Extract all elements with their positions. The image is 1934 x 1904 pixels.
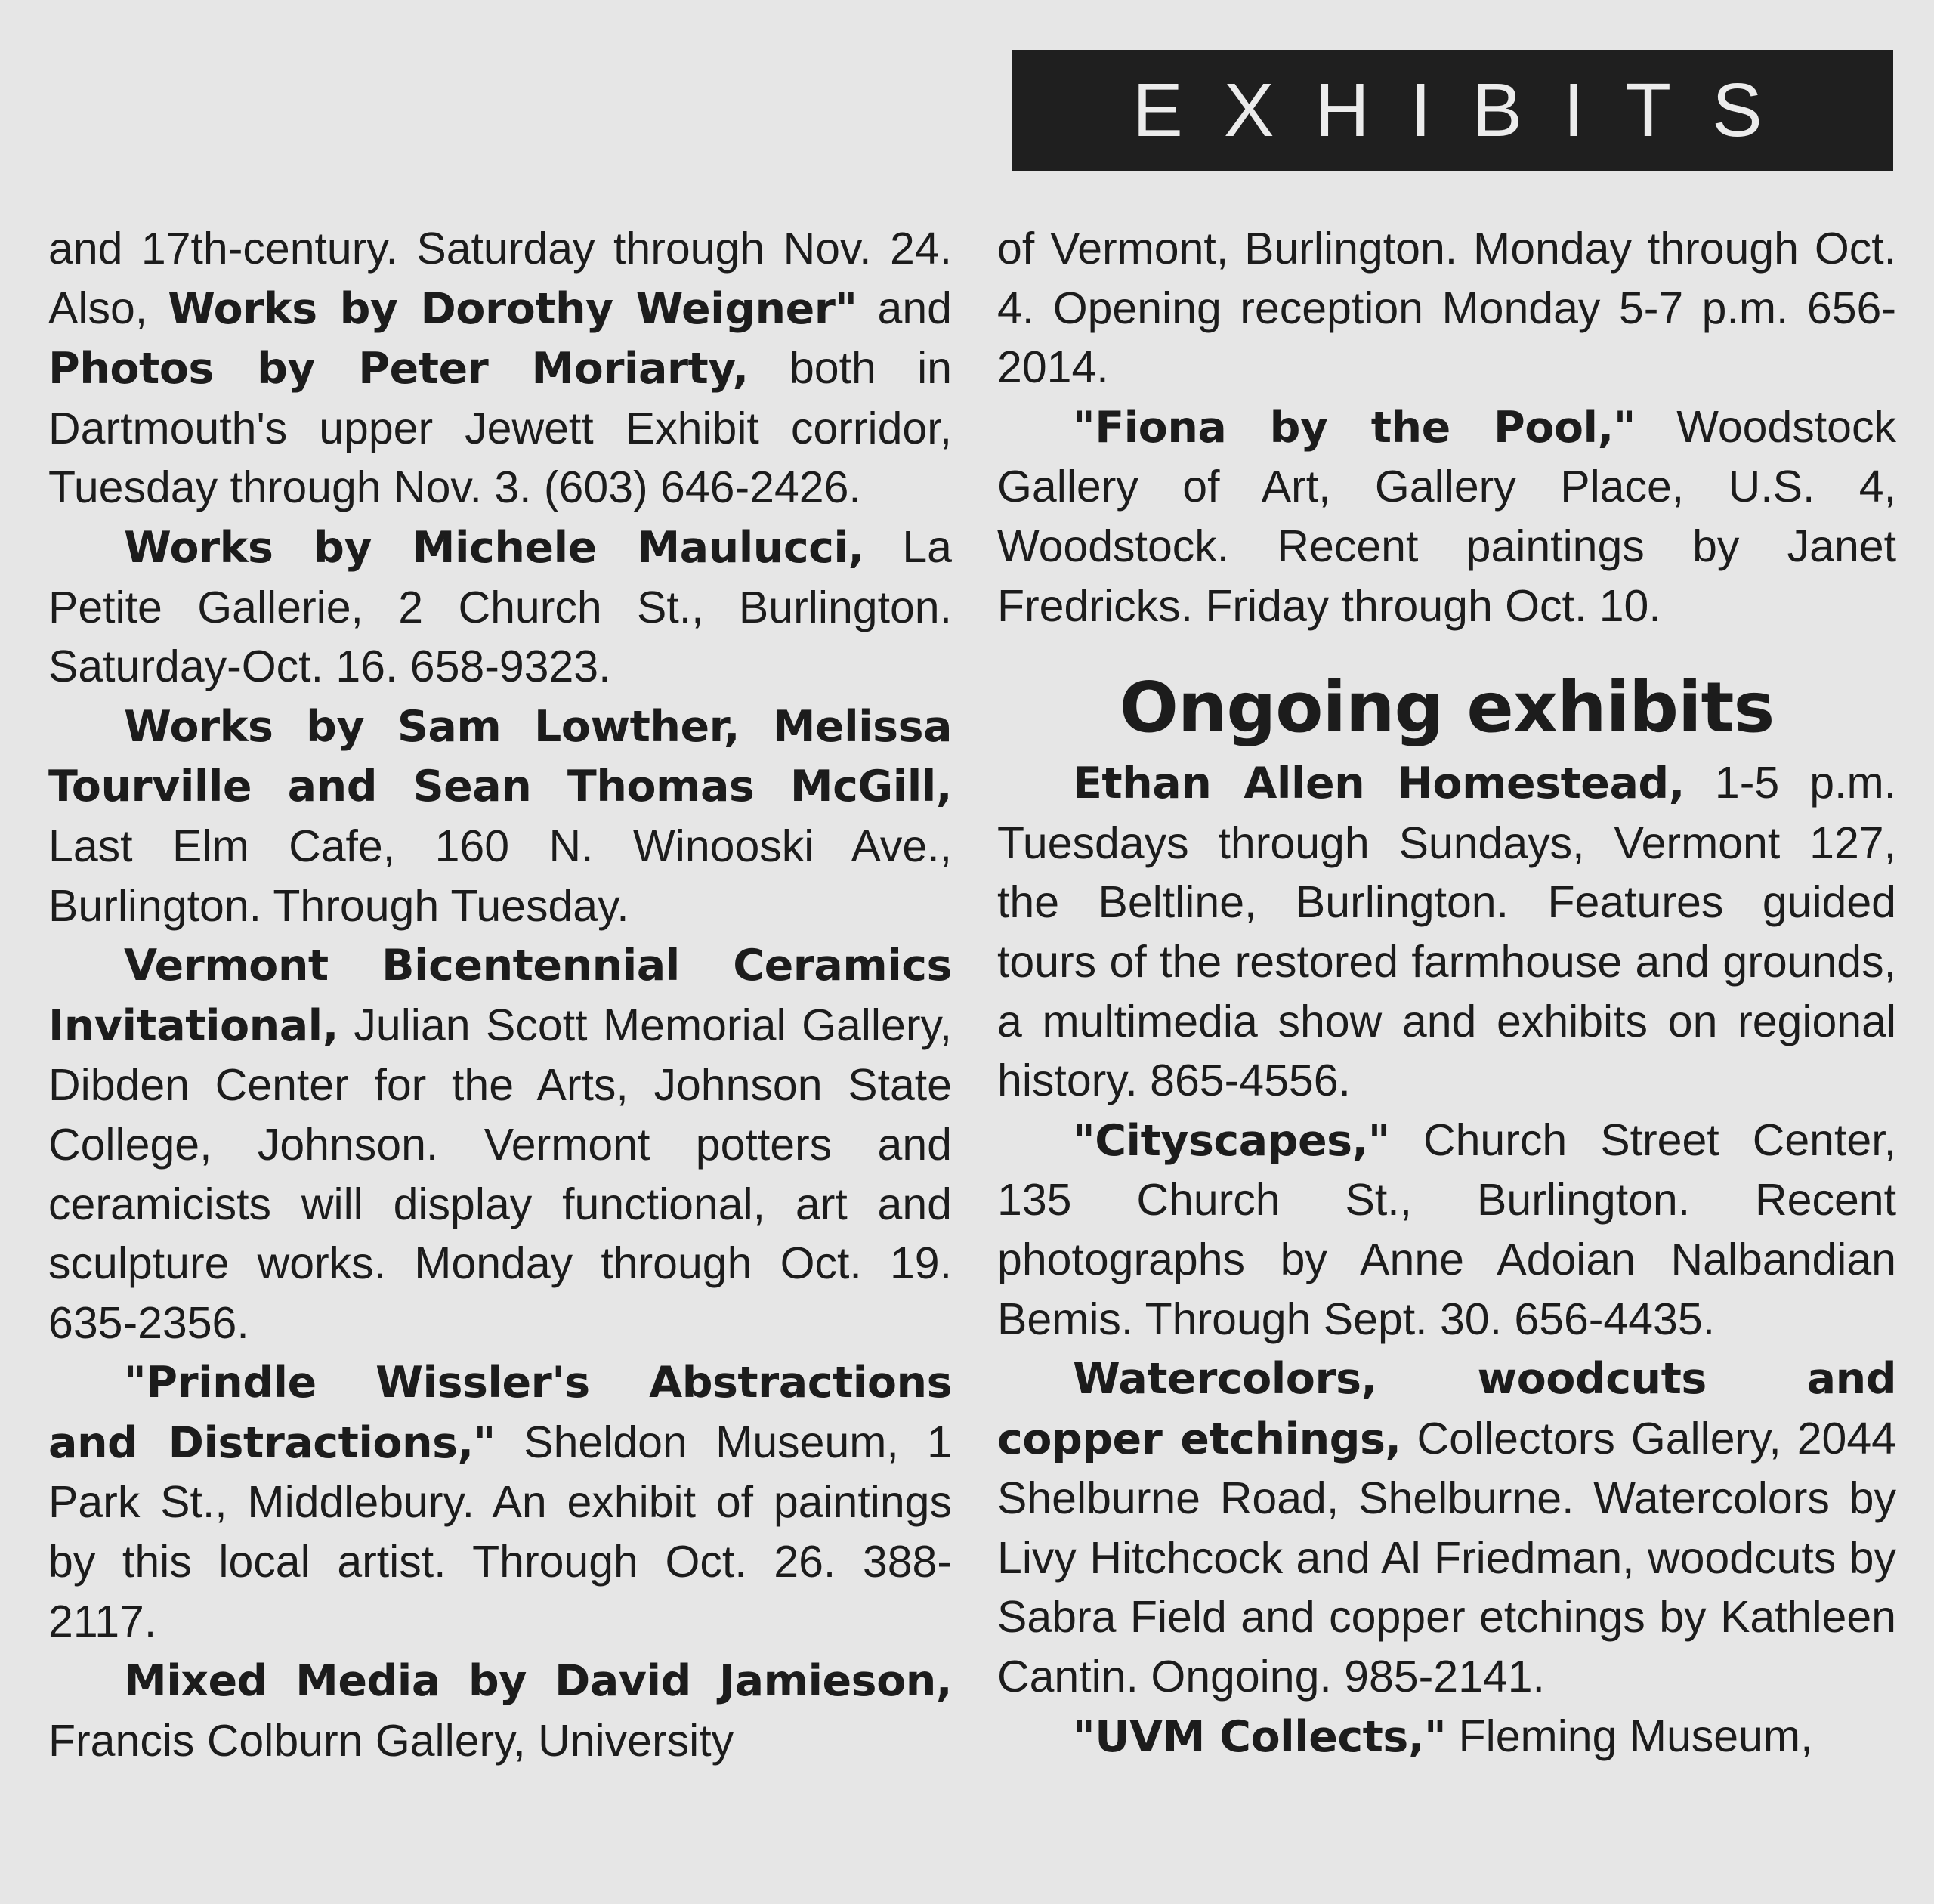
section-banner (1012, 50, 1893, 171)
listing-text: Francis Colburn Gallery, University (48, 1715, 734, 1766)
listing-title: Watercolors, woodcuts and copper etchings, (997, 1354, 1896, 1464)
listing (997, 1111, 1896, 1349)
listing-title: Works by Sam Lowther, Melissa Tourville and Sean Thomas McGill, (48, 701, 952, 812)
listing (997, 1349, 1896, 1707)
listing-text: Church Street Center, 135 Church St., Burlington. Recent photographs by Anne Adoian Nalbandian Bemis. Through Sept. 30. 656-4435. (997, 1114, 1896, 1344)
listing-text: of Vermont, Burlington. Monday through Oct. 4. Opening reception Monday 5-7 p.m. 656-2014. (997, 224, 1896, 393)
listing (997, 753, 1896, 1111)
listing-title: "Cityscapes," (1073, 1115, 1390, 1166)
listing-text: Julian Scott Memorial Gallery, Dibden Center for the Arts, Johnson State College, Johnson. Vermont potters and ceramicists will display functional, art and sculpture works. Monday through Oct. 19. 635-2356. (48, 1000, 952, 1348)
listing-text: Collectors Gallery, 2044 Shelburne Road, Shelburne. Watercolors by Livy Hitchcock and Al Friedman, woodcuts by Sabra Field and copper etchings by Kathleen Cantin. Ongoing. 985-2141. (997, 1413, 1896, 1702)
listing-text: Fleming Museum, (1446, 1711, 1813, 1761)
listing-title: Mixed Media by David Jamieson, (124, 1656, 952, 1707)
listing (997, 397, 1896, 635)
listing-title: "Fiona by the Pool," (1073, 402, 1636, 453)
listing-title: "UVM Collects," (1073, 1711, 1447, 1762)
listing-title: Works by Dorothy Weigner" (168, 283, 857, 334)
listing-continued (48, 219, 952, 518)
listing-title: Vermont Bicentennial Ceramics Invitational, (48, 941, 952, 1051)
section-title: EXHIBITS (1132, 67, 1803, 153)
listing (48, 518, 952, 697)
listing-continued (997, 219, 1896, 397)
listing (48, 697, 952, 935)
listing-text: both in Dartmouth's upper Jewett Exhibit corridor, Tuesday through Nov. 3. (603) 646-2426. (48, 343, 952, 513)
listing-text: 1-5 p.m. Tuesdays through Sundays, Vermont 127, the Beltline, Burlington. Features guided tours of the restored farmhouse and grounds, a multimedia show and exhibits on regional history. 865-4556. (997, 758, 1896, 1106)
listing-text: Last Elm Cafe, 160 N. Winooski Ave., Burlington. Through Tuesday. (48, 821, 952, 931)
section-heading: Ongoing exhibits (1119, 667, 1775, 749)
right-column (997, 219, 1896, 1766)
listing-title: Works by Michele Maulucci, (124, 522, 864, 573)
listing-text: and (857, 283, 952, 333)
listing-text: Woodstock Gallery of Art, Gallery Place, U.S. 4, Woodstock. Recent paintings by Janet Fredricks. Friday through Oct. 10. (997, 401, 1896, 631)
listing (48, 935, 952, 1352)
listing-title: Ethan Allen Homestead, (1073, 759, 1685, 809)
listing-text: and 17th-century. Saturday through Nov. 24. Also, (48, 224, 952, 333)
listing (48, 1651, 952, 1770)
listing-title: Photos by Peter Moriarty, (48, 344, 749, 394)
listing (48, 1352, 952, 1651)
left-column (48, 219, 952, 1770)
listing-title: "Prindle Wissler's Abstractions and Distractions," (48, 1358, 952, 1468)
listing-text: Sheldon Museum, 1 Park St., Middlebury. An exhibit of paintings by this local artist. Through Oct. 26. 388-2117. (48, 1417, 952, 1646)
listing (997, 1707, 1896, 1767)
listing-text: La Petite Gallerie, 2 Church St., Burlington. Saturday-Oct. 16. 658-9323. (48, 521, 952, 692)
